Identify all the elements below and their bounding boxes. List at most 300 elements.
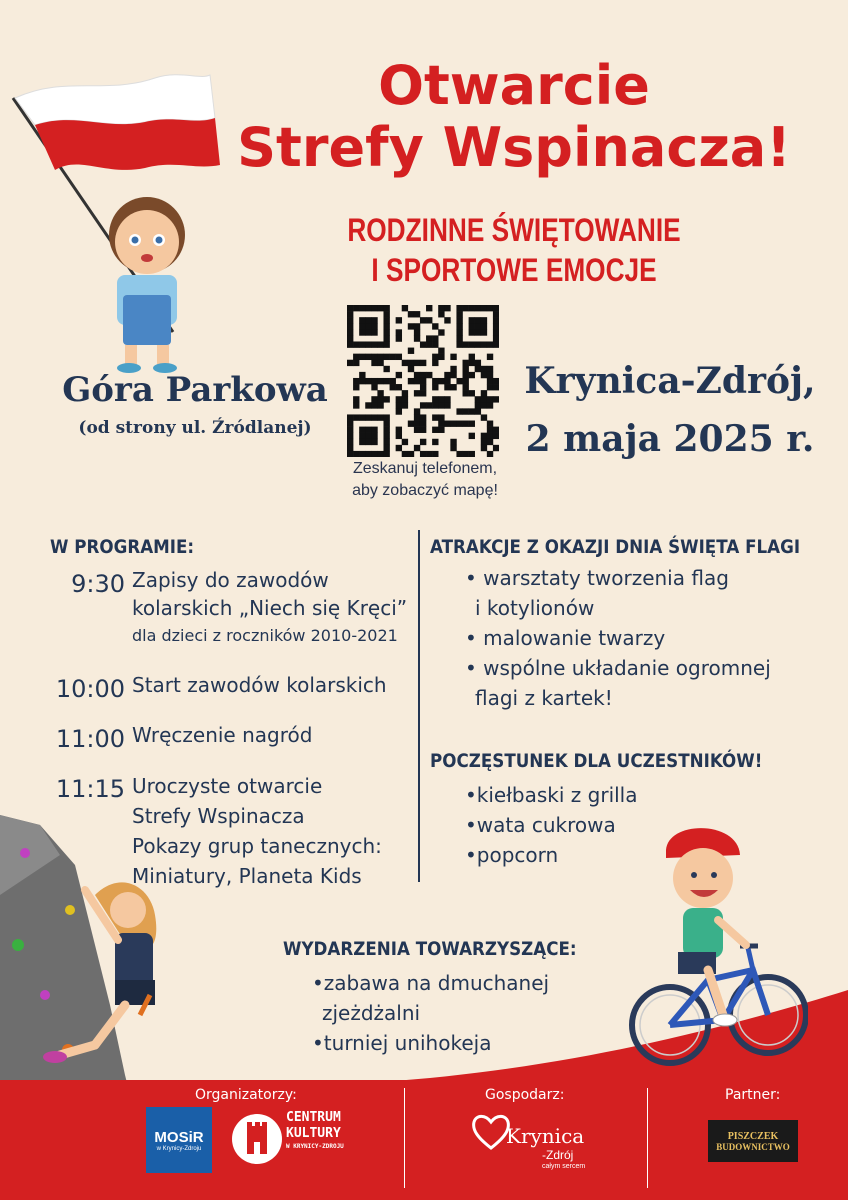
mosir-logo-sub: w Krynicy-Zdroju	[156, 1146, 202, 1152]
qr-module	[383, 445, 389, 451]
qr-module	[402, 439, 408, 445]
qr-module	[377, 354, 383, 360]
flag-white	[15, 75, 215, 125]
qr-module	[432, 341, 438, 347]
column-divider	[418, 530, 420, 882]
qr-module	[371, 341, 377, 347]
qr-module	[408, 366, 414, 372]
qr-module	[353, 451, 359, 457]
qr-module	[493, 427, 499, 433]
qr-module	[475, 329, 481, 335]
qr-module	[450, 421, 456, 427]
qr-module	[365, 414, 371, 420]
qr-module	[377, 414, 383, 420]
qr-module	[347, 305, 353, 311]
qr-module	[456, 408, 462, 414]
list-item: •popcorn	[465, 843, 559, 867]
qr-module	[402, 305, 408, 311]
qr-module	[463, 390, 469, 396]
qr-module	[469, 433, 475, 439]
ck-line-1: CENTRUM	[286, 1110, 341, 1125]
program-item-line: Strefy Wspinacza	[132, 804, 305, 828]
qr-module	[420, 384, 426, 390]
qr-module	[359, 354, 365, 360]
qr-module	[396, 335, 402, 341]
qr-module	[396, 427, 402, 433]
qr-module	[420, 372, 426, 378]
events-header: WYDARZENIA TOWARZYSZĄCE:	[283, 938, 577, 960]
qr-module	[365, 439, 371, 445]
qr-module	[353, 354, 359, 360]
qr-module	[487, 341, 493, 347]
qr-module	[493, 396, 499, 402]
program-item-0	[132, 566, 407, 650]
qr-module	[463, 451, 469, 457]
qr-module	[444, 384, 450, 390]
qr-module	[426, 335, 432, 341]
qr-module	[456, 421, 462, 427]
qr-module	[383, 378, 389, 384]
program-item-line: Pokazy grup tanecznych:	[132, 834, 382, 858]
qr-module	[493, 317, 499, 323]
qr-module	[475, 305, 481, 311]
qr-module	[396, 317, 402, 323]
qr-module	[365, 378, 371, 384]
qr-module	[408, 323, 414, 329]
qr-module	[469, 317, 475, 323]
qr-module	[383, 414, 389, 420]
qr-module	[444, 317, 450, 323]
subtitle-line-2: I SPORTOWE EMOCJE	[371, 252, 657, 288]
qr-module	[432, 396, 438, 402]
qr-module	[438, 354, 444, 360]
qr-module	[469, 354, 475, 360]
treats-header: POCZĘSTUNEK DLA UCZESTNIKÓW!	[430, 750, 763, 772]
subtitle-line-1: RODZINNE ŚWIĘTOWANIE	[347, 212, 681, 248]
qr-module	[408, 378, 414, 384]
qr-module	[469, 305, 475, 311]
qr-module	[432, 427, 438, 433]
krynica-logo-text: Krynica	[506, 1124, 585, 1148]
qr-module	[371, 354, 377, 360]
qr-module	[481, 439, 487, 445]
qr-module	[371, 433, 377, 439]
qr-module	[493, 323, 499, 329]
qr-module	[414, 378, 420, 384]
qr-module	[371, 414, 377, 420]
event-subtitle	[339, 210, 690, 290]
qr-module	[359, 341, 365, 347]
list-item: • wspólne układanie ogromnej	[465, 656, 771, 680]
list-item: •zabawa na dmuchanej	[312, 971, 550, 995]
qr-module	[444, 378, 450, 384]
program-item-1: Start zawodów kolarskich	[132, 673, 387, 697]
qr-module	[493, 433, 499, 439]
qr-module	[444, 305, 450, 311]
treats-list	[465, 780, 638, 870]
mosir-logo-text: MOSiR	[154, 1129, 204, 1146]
program-time: 11:00	[55, 725, 125, 753]
qr-module	[396, 445, 402, 451]
qr-module	[353, 378, 359, 384]
qr-module	[432, 439, 438, 445]
qr-module	[475, 402, 481, 408]
qr-module	[475, 396, 481, 402]
qr-module	[365, 323, 371, 329]
qr-module	[371, 305, 377, 311]
qr-module	[481, 414, 487, 420]
qr-module	[475, 408, 481, 414]
qr-module	[481, 323, 487, 329]
qr-module	[463, 384, 469, 390]
qr-module	[414, 427, 420, 433]
qr-module	[383, 421, 389, 427]
qr-module	[426, 341, 432, 347]
qr-caption-line-2: aby zobaczyć mapę!	[352, 482, 498, 499]
qr-module	[402, 396, 408, 402]
qr-module	[487, 378, 493, 384]
program-time: 10:00	[55, 675, 125, 703]
qr-module	[493, 335, 499, 341]
qr-module	[420, 414, 426, 420]
partner-logo-line-2: BUDOWNICTWO	[716, 1142, 790, 1152]
qr-module	[347, 427, 353, 433]
list-item-cont: zjeżdżalni	[322, 1001, 421, 1025]
partner-logo-line-1: PISZCZEK	[727, 1131, 779, 1142]
qr-module	[469, 421, 475, 427]
program-header: W PROGRAMIE:	[50, 536, 195, 558]
qr-module	[475, 317, 481, 323]
qr-module	[365, 354, 371, 360]
qr-module	[408, 311, 414, 317]
qr-module	[444, 396, 450, 402]
ck-line-2: KULTURY	[286, 1126, 341, 1141]
qr-module	[432, 360, 438, 366]
footer-separator	[404, 1088, 405, 1188]
qr-module	[481, 317, 487, 323]
qr-module	[487, 372, 493, 378]
ck-text	[286, 1110, 344, 1152]
krynica-logo[interactable]	[470, 1110, 590, 1174]
qr-module	[377, 341, 383, 347]
qr-module	[396, 396, 402, 402]
cyclist-illustration	[628, 820, 808, 1070]
qr-module	[493, 329, 499, 335]
qr-module	[414, 360, 420, 366]
qr-module	[359, 305, 365, 311]
qr-module	[493, 311, 499, 317]
mosir-logo[interactable]	[146, 1107, 212, 1173]
event-date: 2 maja 2025 r.	[525, 418, 815, 460]
qr-module	[487, 402, 493, 408]
qr-module	[371, 378, 377, 384]
qr-module	[365, 341, 371, 347]
centrum-kultury-logo[interactable]	[232, 1108, 352, 1170]
qr-module	[414, 390, 420, 396]
qr-module	[359, 317, 365, 323]
qr-module	[353, 414, 359, 420]
qr-module	[353, 341, 359, 347]
qr-module	[371, 427, 377, 433]
qr-module	[475, 366, 481, 372]
qr-module	[469, 329, 475, 335]
events-list	[312, 968, 549, 1058]
qr-module	[481, 305, 487, 311]
qr-module	[408, 451, 414, 457]
qr-module	[426, 317, 432, 323]
title-line-1: Otwarcie	[378, 54, 650, 117]
qr-module	[487, 366, 493, 372]
qr-module	[420, 378, 426, 384]
qr-module	[487, 451, 493, 457]
qr-module	[481, 329, 487, 335]
partner-logo[interactable]	[708, 1120, 798, 1162]
qr-module	[353, 360, 359, 366]
qr-module	[347, 317, 353, 323]
qr-module	[359, 378, 365, 384]
qr-module	[371, 317, 377, 323]
qr-module	[353, 402, 359, 408]
qr-module	[383, 317, 389, 323]
qr-module	[359, 427, 365, 433]
qr-module	[450, 384, 456, 390]
attractions-list	[465, 563, 771, 713]
qr-module	[450, 354, 456, 360]
qr-module	[383, 451, 389, 457]
qr-module	[463, 408, 469, 414]
qr-module	[390, 354, 396, 360]
qr-module	[432, 451, 438, 457]
list-item-cont: flagi z kartek!	[475, 686, 613, 710]
qr-module	[396, 408, 402, 414]
qr-module	[469, 360, 475, 366]
qr-module	[359, 451, 365, 457]
qr-module	[353, 396, 359, 402]
qr-module	[377, 360, 383, 366]
qr-module	[396, 372, 402, 378]
qr-module	[414, 323, 420, 329]
ck-line-3: W KRYNICY-ZDROJU	[286, 1143, 344, 1150]
krynica-logo-tag: całym sercem	[542, 1163, 586, 1170]
qr-module	[420, 317, 426, 323]
event-title	[200, 55, 828, 179]
qr-module	[347, 433, 353, 439]
program-item-2: Wręczenie nagród	[132, 723, 313, 747]
qr-module	[493, 384, 499, 390]
qr-module	[475, 341, 481, 347]
qr-module	[487, 433, 493, 439]
qr-module	[463, 366, 469, 372]
qr-module	[481, 366, 487, 372]
qr-module	[377, 451, 383, 457]
qr-module	[444, 372, 450, 378]
qr-module	[469, 390, 475, 396]
qr-module	[347, 421, 353, 427]
qr-module	[347, 311, 353, 317]
qr-module	[438, 414, 444, 420]
qr-module	[456, 317, 462, 323]
qr-module	[469, 372, 475, 378]
qr-module	[438, 396, 444, 402]
list-item: •turniej unihokeja	[312, 1031, 492, 1055]
qr-module	[383, 396, 389, 402]
qr-module	[347, 323, 353, 329]
qr-module	[481, 396, 487, 402]
qr-module	[383, 439, 389, 445]
qr-module	[396, 384, 402, 390]
qr-module	[359, 439, 365, 445]
qr-module	[414, 335, 420, 341]
qr-module	[371, 402, 377, 408]
qr-module	[481, 341, 487, 347]
qr-module	[469, 451, 475, 457]
qr-module	[371, 439, 377, 445]
qr-module	[426, 305, 432, 311]
qr-module	[377, 305, 383, 311]
qr-module	[481, 390, 487, 396]
qr-module	[420, 390, 426, 396]
qr-module	[469, 408, 475, 414]
qr-module	[456, 323, 462, 329]
qr-module	[414, 408, 420, 414]
qr-module	[347, 329, 353, 335]
qr-module	[365, 433, 371, 439]
qr-module	[414, 311, 420, 317]
qr-module	[383, 329, 389, 335]
qr-module	[402, 402, 408, 408]
qr-module	[420, 427, 426, 433]
qr-module	[426, 402, 432, 408]
program-time: 9:30	[71, 570, 125, 598]
qr-module	[402, 451, 408, 457]
qr-module	[402, 360, 408, 366]
qr-module	[371, 384, 377, 390]
qr-module	[365, 402, 371, 408]
cyclist-face	[673, 848, 733, 908]
qr-module	[444, 402, 450, 408]
qr-module	[463, 372, 469, 378]
qr-module	[347, 341, 353, 347]
qr-module	[402, 390, 408, 396]
location-name: Góra Parkowa	[62, 370, 328, 410]
qr-module	[359, 323, 365, 329]
qr-module	[456, 335, 462, 341]
qr-module	[365, 451, 371, 457]
footer-separator	[647, 1088, 648, 1188]
map-qr-code[interactable]	[347, 305, 499, 457]
qr-module	[456, 329, 462, 335]
qr-module	[456, 378, 462, 384]
program-item-line: Uroczyste otwarcie	[132, 774, 323, 798]
qr-module	[487, 396, 493, 402]
castle-icon	[232, 1112, 282, 1166]
qr-module	[396, 354, 402, 360]
list-item: •kiełbaski z grilla	[465, 783, 638, 807]
qr-module	[456, 341, 462, 347]
qr-module	[432, 323, 438, 329]
qr-module	[475, 360, 481, 366]
qr-module	[456, 451, 462, 457]
program-time: 11:15	[55, 775, 125, 803]
qr-module	[420, 341, 426, 347]
qr-module	[444, 421, 450, 427]
qr-module	[463, 421, 469, 427]
qr-module	[432, 402, 438, 408]
qr-module	[432, 335, 438, 341]
qr-module	[420, 402, 426, 408]
qr-module	[481, 402, 487, 408]
qr-module	[347, 451, 353, 457]
qr-module	[377, 396, 383, 402]
qr-module	[493, 378, 499, 384]
qr-module	[359, 433, 365, 439]
qr-module	[438, 329, 444, 335]
qr-module	[432, 354, 438, 360]
qr-module	[371, 360, 377, 366]
list-item: •wata cukrowa	[465, 813, 616, 837]
qr-module	[365, 317, 371, 323]
qr-module	[493, 305, 499, 311]
list-item-cont: i kotylionów	[475, 596, 595, 620]
qr-module	[487, 354, 493, 360]
qr-module	[347, 360, 353, 366]
boy-overalls	[123, 295, 171, 345]
qr-module	[414, 329, 420, 335]
qr-module	[383, 433, 389, 439]
qr-module	[469, 323, 475, 329]
qr-module	[414, 414, 420, 420]
flag-red	[35, 118, 220, 170]
qr-module	[432, 384, 438, 390]
qr-module	[396, 402, 402, 408]
qr-module	[420, 439, 426, 445]
qr-module	[359, 329, 365, 335]
qr-module	[487, 305, 493, 311]
qr-module	[438, 305, 444, 311]
qr-module	[371, 329, 377, 335]
qr-module	[396, 433, 402, 439]
qr-module	[463, 341, 469, 347]
qr-module	[408, 421, 414, 427]
qr-module	[487, 384, 493, 390]
qr-module	[414, 372, 420, 378]
qr-module	[438, 402, 444, 408]
program-item-line: Miniatury, Planeta Kids	[132, 864, 362, 888]
organizers-label: Organizatorzy:	[195, 1087, 297, 1103]
qr-module	[383, 341, 389, 347]
city-date	[520, 352, 820, 468]
qr-module	[383, 305, 389, 311]
qr-module	[493, 445, 499, 451]
qr-module	[463, 378, 469, 384]
qr-module	[383, 366, 389, 372]
qr-module	[450, 372, 456, 378]
boy-face	[115, 210, 179, 274]
qr-module	[383, 427, 389, 433]
qr-module	[377, 390, 383, 396]
qr-caption	[325, 458, 525, 502]
qr-module	[432, 414, 438, 420]
qr-module	[390, 384, 396, 390]
partner-label: Partner:	[725, 1087, 781, 1103]
qr-module	[383, 311, 389, 317]
program-item-line: Zapisy do zawodów	[132, 568, 329, 592]
qr-caption-line-1: Zeskanuj telefonem,	[352, 460, 498, 477]
qr-module	[426, 451, 432, 457]
qr-module	[438, 421, 444, 427]
list-item: • malowanie twarzy	[465, 626, 666, 650]
qr-module	[475, 323, 481, 329]
